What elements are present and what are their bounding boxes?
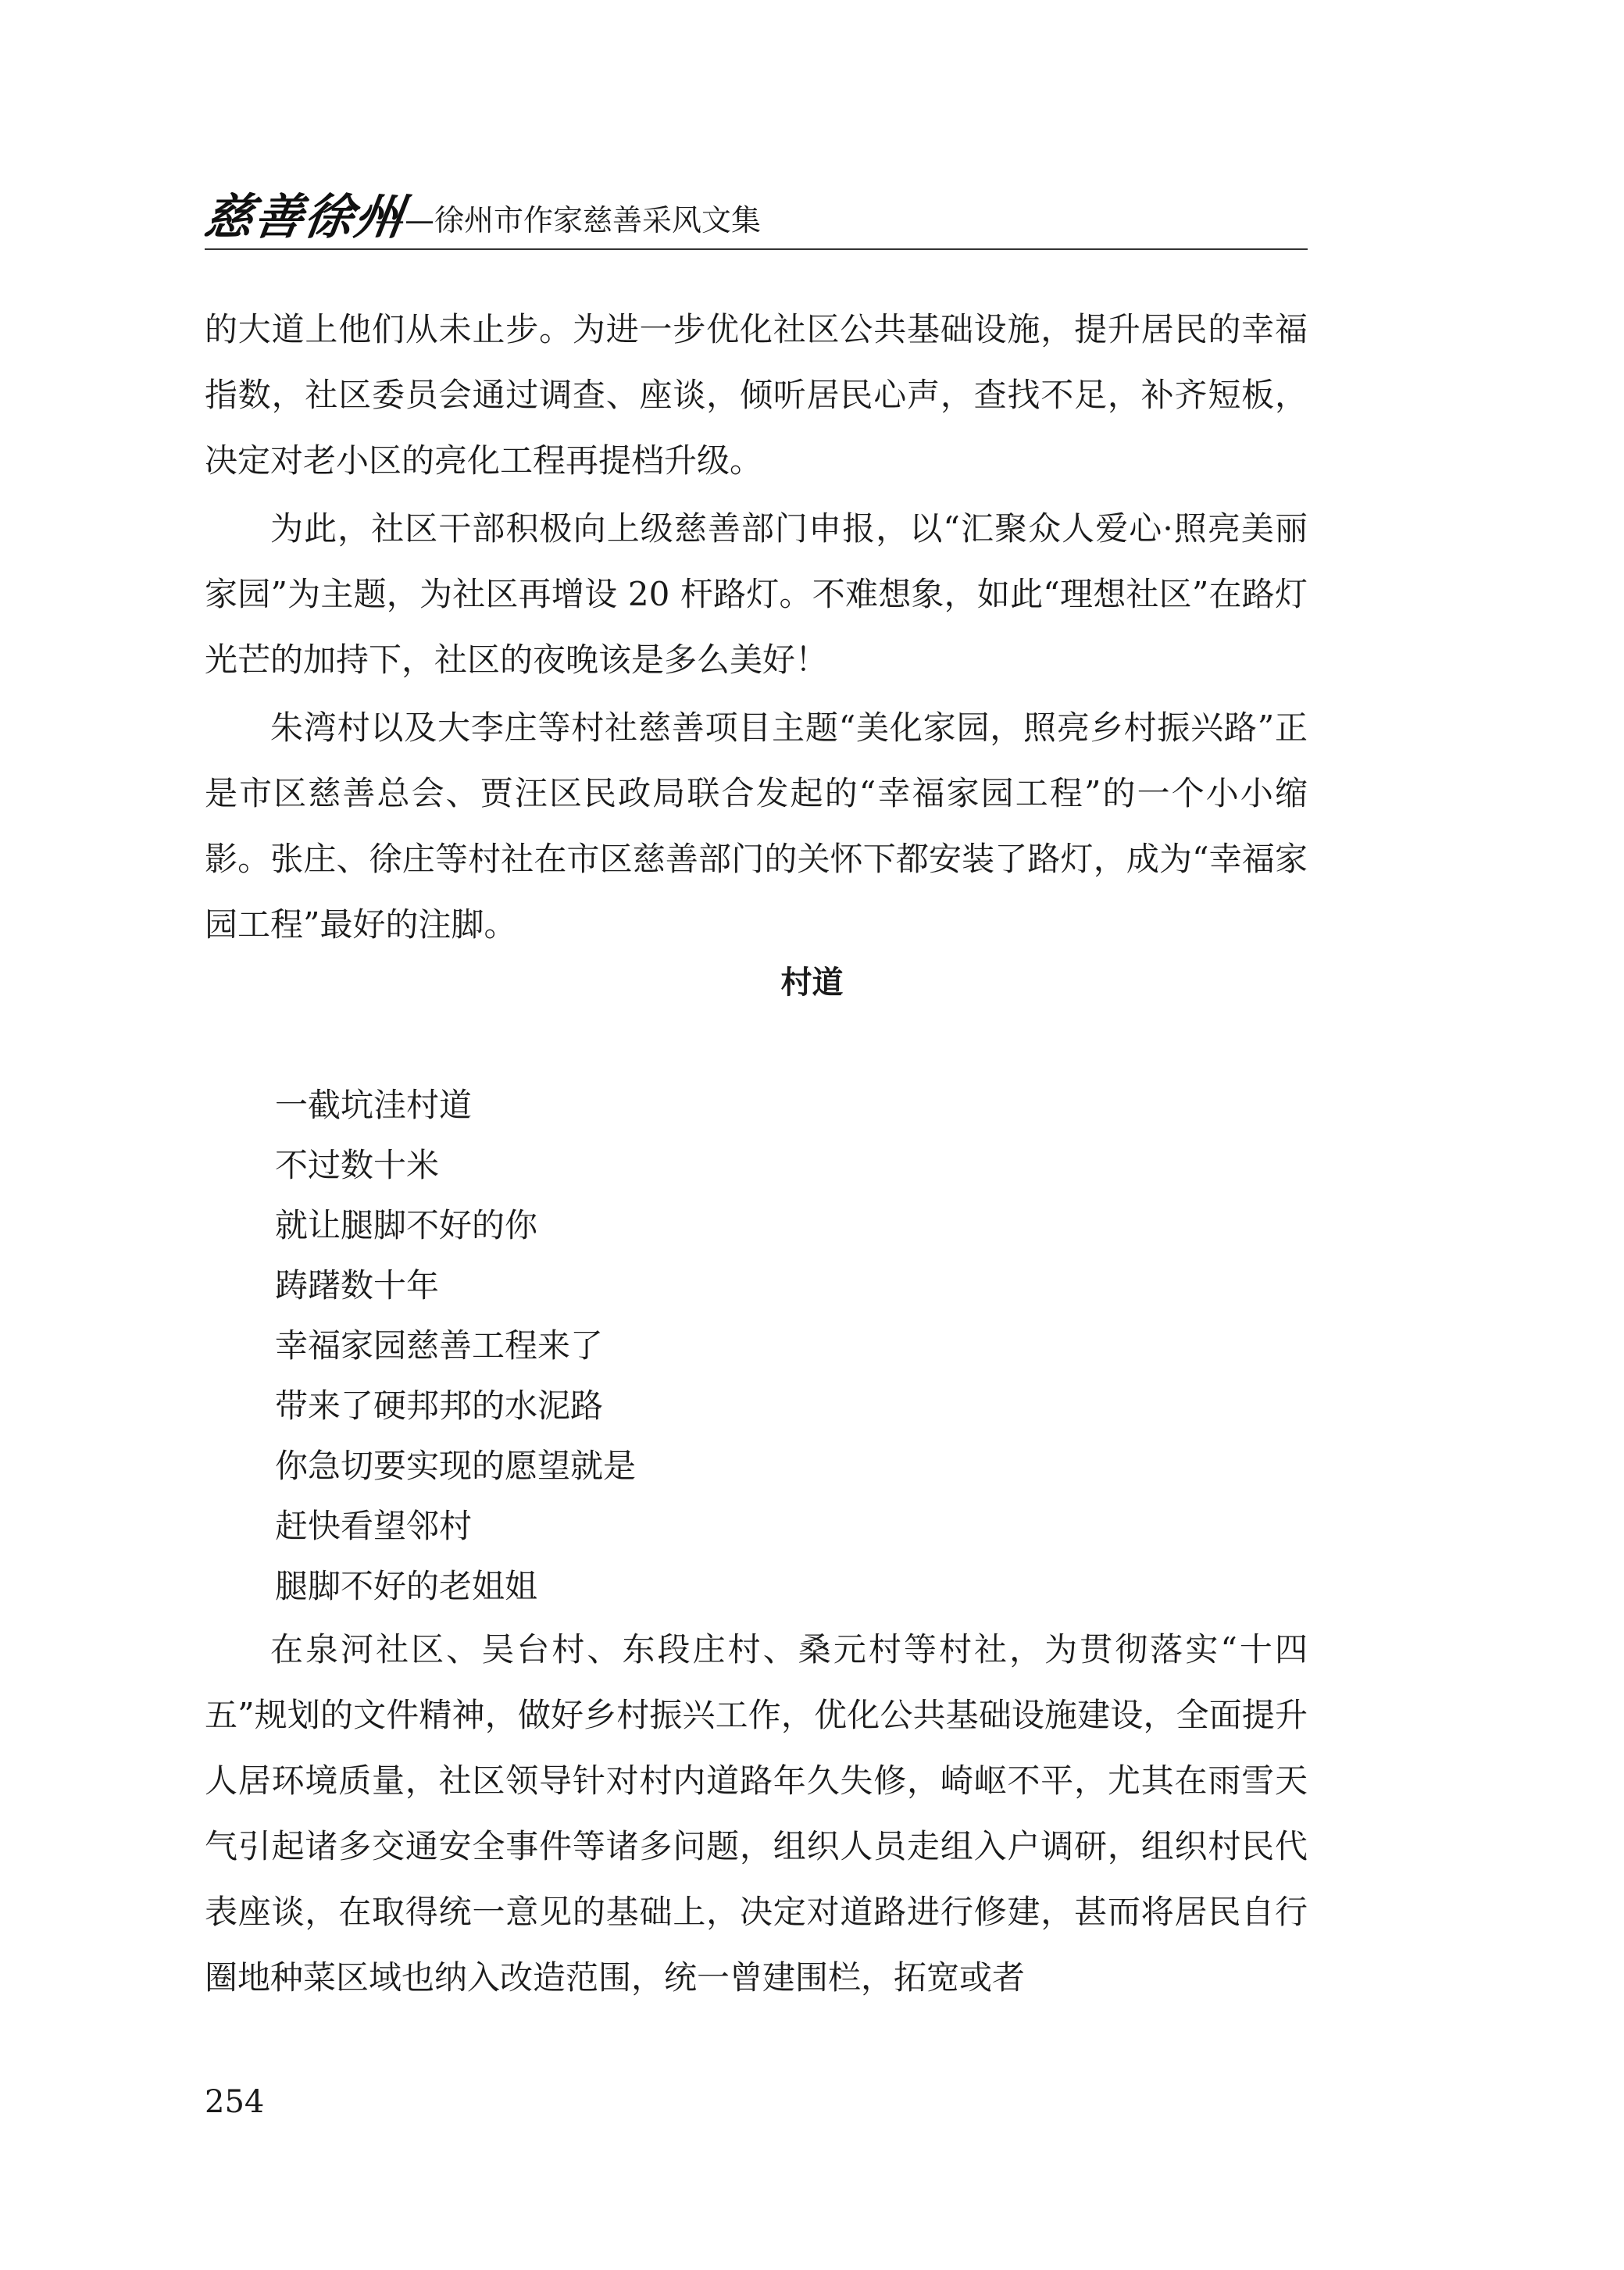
poem-line: 踌躇数十年	[275, 1266, 440, 1305]
poem	[275, 1075, 636, 1616]
paragraph-streetlights: 为此，社区干部积极向上级慈善部门申报，以“汇聚众人爱心·照亮美丽家园”为主题，为社区再增设 20 杆路灯。不难想象，如此“理想社区”在路灯光芒的加持下，社区的夜晚该是多么美好！	[205, 509, 1308, 679]
page-number: 254	[205, 2084, 265, 2120]
poem-line: 赶快看望邻村	[275, 1507, 473, 1545]
paragraph-continued: 的大道上他们从未止步。为进一步优化社区公共基础设施，提升居民的幸福指数，社区委员会通过调查、座谈，倾听居民心声，查找不足，补齐短板，决定对老小区的亮化工程再提档升级。	[205, 310, 1308, 480]
header-divider	[205, 248, 1308, 250]
section-title: 村道	[780, 965, 844, 1001]
poem-line: 腿脚不好的老姐姐	[275, 1567, 538, 1605]
paragraph-happy-home-project: 朱湾村以及大李庄等村社慈善项目主题“美化家园，照亮乡村振兴路”正是市区慈善总会、贾汪区民政局联合发起的“幸福家园工程”的一个小小缩影。张庄、徐庄等村社在市区慈善部门的关怀下都安装了路灯，成为“幸福家园工程”最好的注脚。	[205, 708, 1308, 944]
book-subtitle: ——徐州市作家慈善采风文集	[375, 203, 762, 237]
paragraph-village-roads: 在泉河社区、吴台村、东段庄村、桑元村等村社，为贯彻落实“十四五”规划的文件精神，做好乡村振兴工作，优化公共基础设施建设，全面提升人居环境质量，社区领导针对村内道路年久失修，崎岖不平，尤其在雨雪天气引起诸多交通安全事件等诸多问题，组织人员走组入户调研，组织村民代表座谈，在取得统一意见的基础上，决定对道路进行修建，甚而将居民自行圈地种菜区域也纳入改造范围，统一曾建围栏，拓宽或者	[205, 1630, 1308, 1997]
poem-line: 你急切要实现的愿望就是	[275, 1447, 637, 1485]
poem-line: 幸福家园慈善工程来了	[275, 1326, 604, 1365]
poem-line: 一截坑洼村道	[275, 1086, 473, 1124]
poem-line: 带来了硬邦邦的水泥路	[275, 1387, 604, 1425]
running-header	[200, 186, 1308, 248]
poem-line: 就让腿脚不好的你	[275, 1206, 538, 1244]
poem-line: 不过数十米	[275, 1146, 440, 1184]
book-logo: 慈善徐州	[200, 188, 409, 245]
